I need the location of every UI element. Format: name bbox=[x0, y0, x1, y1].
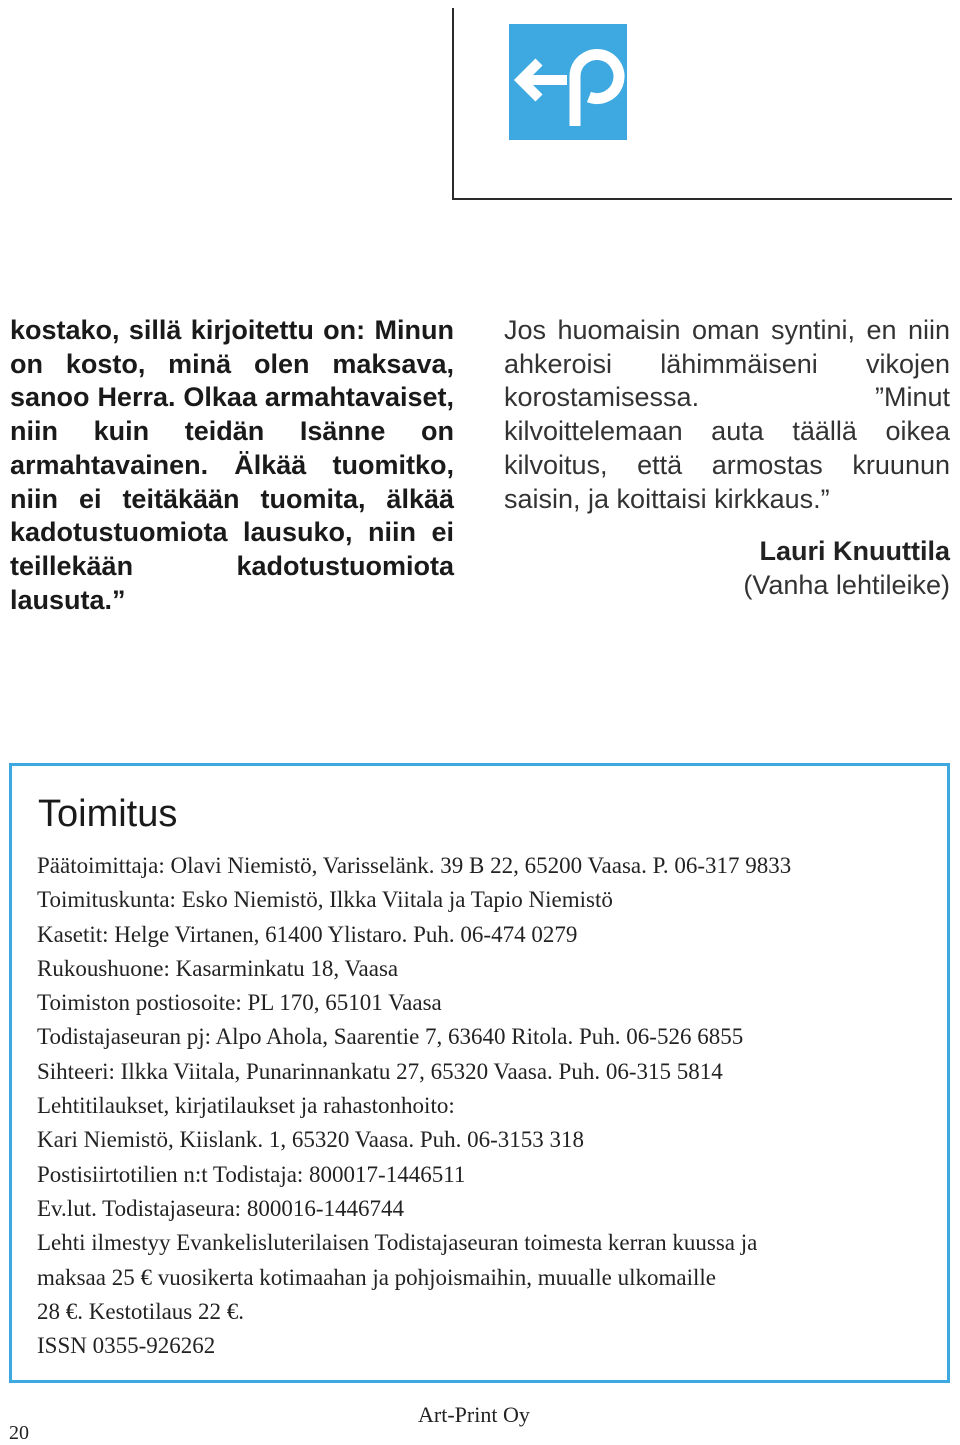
publisher-credit: Art-Print Oy bbox=[418, 1402, 530, 1427]
left-column-text: kostako, sillä kirjoitettu on: Minun on kosto, minä olen maksava, sanoo Herra. Olkaa armahtavaiset, niin kuin teidän Isänne on armahtavainen. Älkää tuomitko, niin ei teitäkään tuomita, älkää kadotustuomiota lausuko, niin ei teillekään kadotustuomiota lausuta.” bbox=[10, 315, 454, 615]
masthead-line: Sihteeri: Ilkka Viitala, Punarinnankatu 27, 65320 Vaasa. Puh. 06-315 5814 bbox=[37, 1058, 723, 1084]
masthead-title: Toimitus bbox=[38, 793, 178, 835]
masthead-line: Lehti ilmestyy Evankelisluterilaisen Todistajaseuran toimesta kerran kuussa ja bbox=[37, 1230, 758, 1256]
quote-author: Lauri Knuuttila bbox=[759, 536, 950, 567]
ep-logo-icon bbox=[509, 24, 627, 140]
masthead-line: Kari Niemistö, Kiislank. 1, 65320 Vaasa. Puh. 06-3153 318 bbox=[37, 1127, 585, 1153]
masthead-line: Rukoushuone: Kasarminkatu 18, Vaasa bbox=[37, 955, 399, 981]
quote-source: (Vanha lehtileike) bbox=[743, 569, 950, 600]
masthead-line: Toimiston postiosoite: PL 170, 65101 Vaasa bbox=[37, 990, 442, 1016]
masthead-lines bbox=[37, 849, 791, 1363]
masthead-line: Lehtitilaukset, kirjatilaukset ja rahastonhoito: bbox=[37, 1093, 455, 1119]
masthead-line: maksaa 25 € vuosikerta kotimaahan ja pohjoismaihin, muualle ulkomaille bbox=[37, 1264, 716, 1290]
masthead-line: Päätoimittaja: Olavi Niemistö, Varisselänk. 39 B 22, 65200 Vaasa. P. 06-317 9833 bbox=[37, 853, 792, 878]
masthead-box bbox=[9, 763, 950, 1383]
masthead-line: Kasetit: Helge Virtanen, 61400 Ylistaro. Puh. 06-474 0279 bbox=[37, 921, 578, 947]
right-column bbox=[504, 314, 950, 603]
quote-text: Jos huomaisin oman syntini, en niin ahkeroisi lähimmäiseni vikojen korostamisessa. ”Minut kilvoittelemaan auta täällä oikea kilvoitus, että armostas kruunun saisin, ja koittaisi kirkkaus.” bbox=[504, 315, 950, 514]
masthead-line: Postisiirtotilien n:t Todistaja: 800017-1446511 bbox=[37, 1161, 466, 1187]
corner-rule-vertical bbox=[452, 8, 454, 200]
page-number: 20 bbox=[9, 1422, 29, 1444]
masthead-line: Toimituskunta: Esko Niemistö, Ilkka Viitala ja Tapio Niemistö bbox=[37, 887, 613, 913]
masthead-line: ISSN 0355-926262 bbox=[37, 1333, 216, 1359]
corner-rule-horizontal bbox=[452, 198, 952, 200]
masthead-line: 28 €. Kestotilaus 22 €. bbox=[37, 1298, 244, 1324]
masthead-line: Todistajaseuran pj: Alpo Ahola, Saarentie 7, 63640 Ritola. Puh. 06-526 6855 bbox=[37, 1024, 744, 1050]
masthead-line: Ev.lut. Todistajaseura: 800016-1446744 bbox=[37, 1195, 404, 1221]
